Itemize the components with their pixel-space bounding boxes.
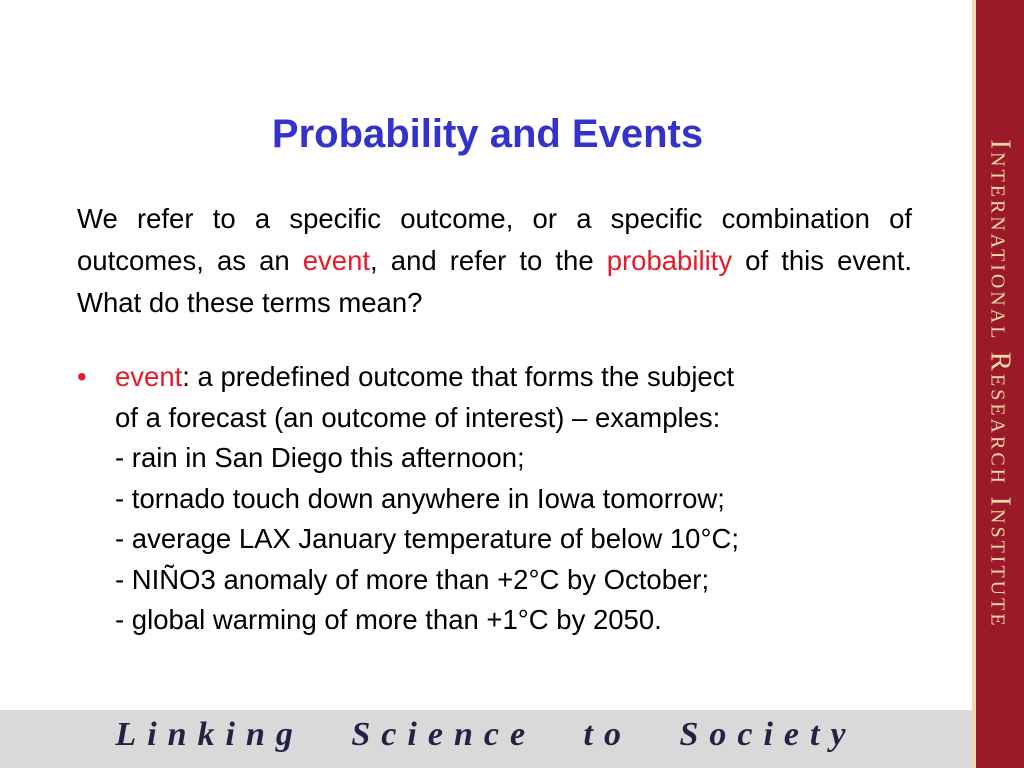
bullet-definition-line1 bbox=[115, 357, 937, 398]
institute-sidebar bbox=[972, 0, 1024, 768]
intro-text-part3: of this event. What do these terms mean? bbox=[77, 245, 912, 318]
bullet-definition-line2: of a forecast (an outcome of interest) – examples: bbox=[115, 401, 721, 433]
institute-name: International Research Institute bbox=[984, 139, 1017, 629]
example-item: - rain in San Diego this afternoon; bbox=[115, 442, 525, 473]
example-item: - NIÑO3 anomaly of more than +2°C by October; bbox=[115, 563, 710, 595]
slide-title: Probability and Events bbox=[271, 112, 704, 156]
bullet-body bbox=[115, 357, 937, 641]
bullet-marker: • bbox=[77, 361, 87, 392]
intro-text-part2: , and refer to the bbox=[370, 245, 607, 276]
intro-paragraph bbox=[77, 198, 912, 324]
intro-text-part1: We refer to a specific outcome, or a specific combination of outcomes, as an bbox=[77, 203, 912, 276]
bullet-event-term: event bbox=[115, 361, 183, 392]
example-item: - global warming of more than +1°C by 2050. bbox=[115, 604, 662, 635]
footer-tagline: Linking Science to Society bbox=[115, 716, 857, 753]
intro-event-term: event bbox=[302, 245, 371, 276]
footer-bar bbox=[0, 710, 972, 768]
example-item: - average LAX January temperature of below 10°C; bbox=[115, 523, 739, 554]
intro-probability-term: probability bbox=[606, 245, 733, 276]
example-item: - tornado touch down anywhere in Iowa tomorrow; bbox=[115, 482, 725, 514]
bullet-definition-text1: : a predefined outcome that forms the subject bbox=[182, 361, 735, 392]
event-bullet bbox=[77, 357, 937, 641]
